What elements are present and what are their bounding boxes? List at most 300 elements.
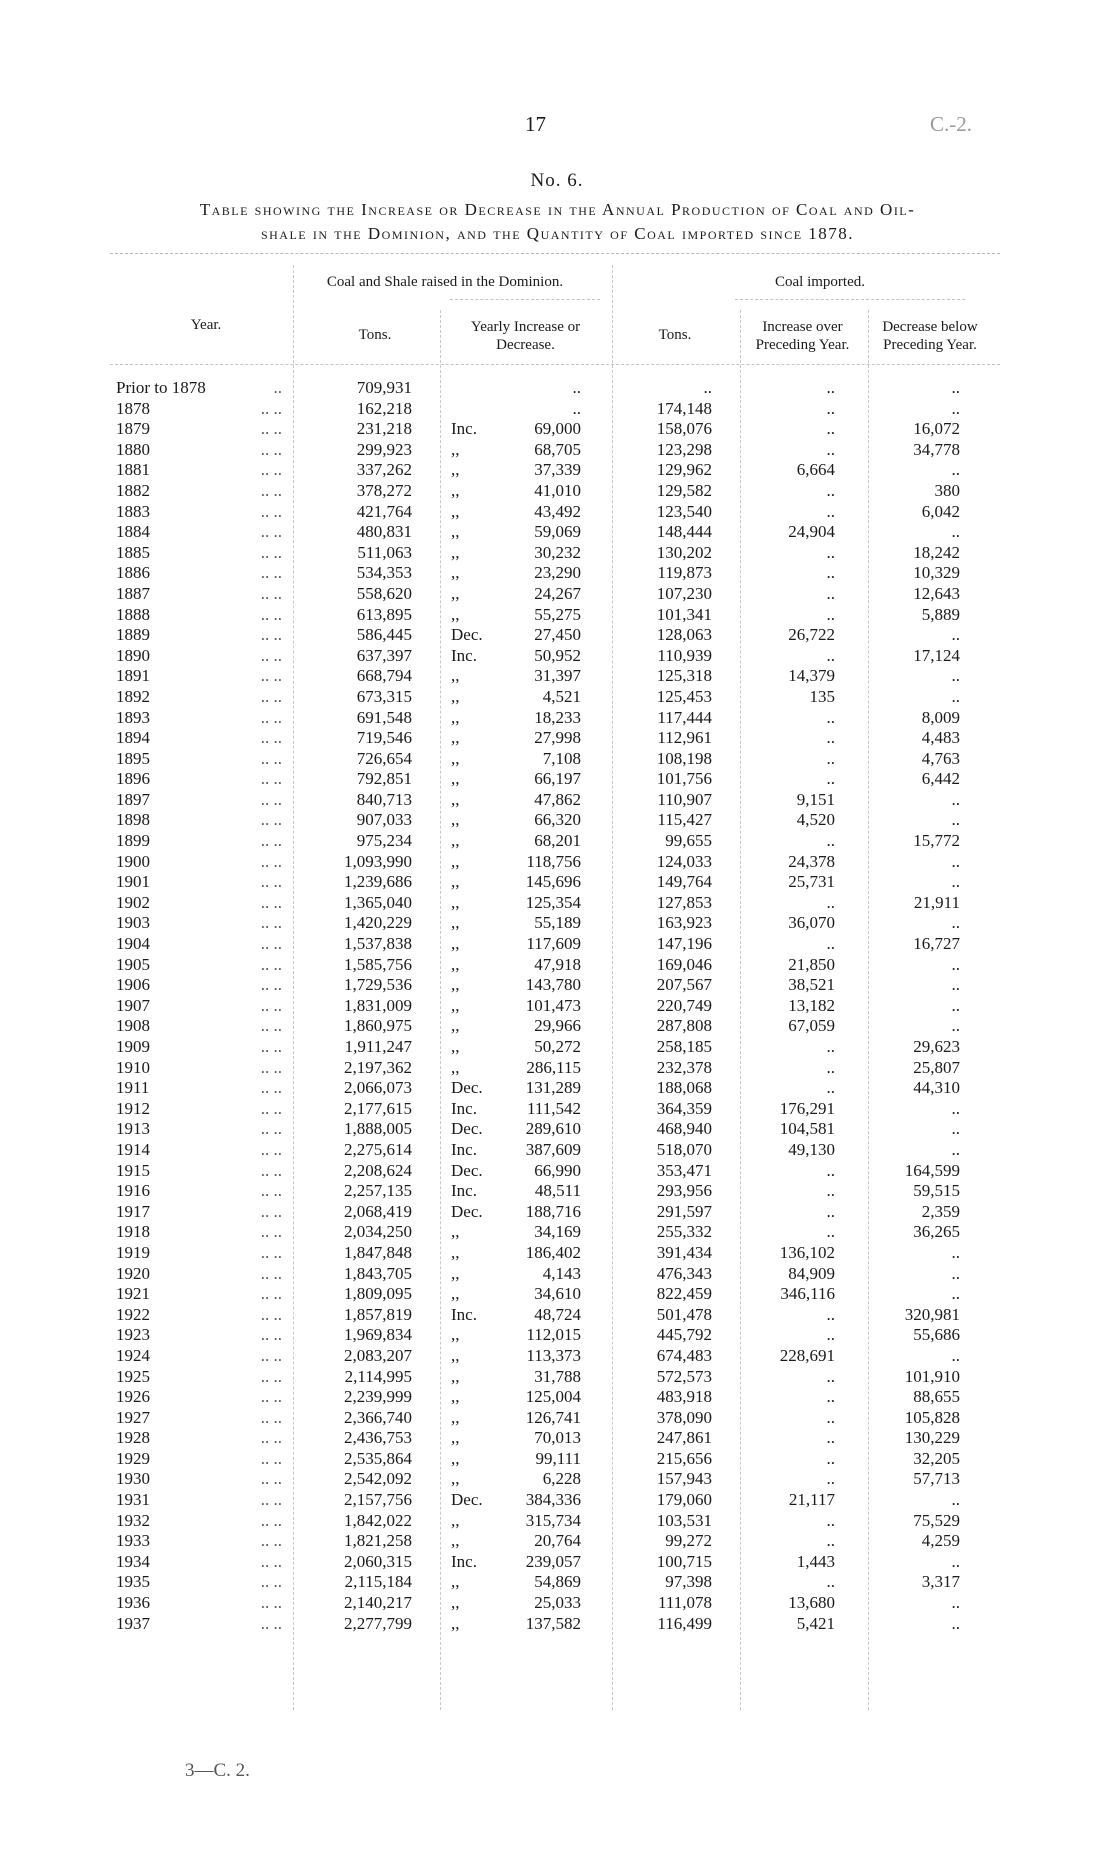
row-change-label: Inc. [451, 1304, 477, 1324]
row-leader-dots: .. .. [260, 769, 282, 789]
row-year: 1878 [116, 398, 150, 418]
row-tons-raised: 668,794 [356, 666, 412, 686]
row-change-label: ,, [451, 1448, 460, 1468]
row-yearly-change: 66,990 [534, 1160, 581, 1180]
row-import-increase: 67,059 [788, 1016, 835, 1036]
row-leader-dots: .. .. [260, 1078, 282, 1098]
row-leader-dots: .. .. [260, 892, 282, 912]
row-import-increase: .. [826, 378, 835, 397]
row-yearly-change: 286,115 [526, 1057, 581, 1077]
row-tons-imported: 103,531 [656, 1510, 712, 1530]
row-import-decrease: .. [951, 378, 960, 397]
row-leader-dots: .. .. [260, 1469, 282, 1489]
row-leader-dots: .. .. [260, 501, 282, 521]
row-yearly-change: 48,511 [534, 1181, 581, 1201]
row-import-increase: 176,291 [779, 1098, 835, 1118]
table-row [0, 996, 1114, 1017]
row-yearly-change: 387,609 [525, 1139, 581, 1159]
row-year: 1897 [116, 789, 150, 809]
row-leader-dots: .. .. [260, 1490, 282, 1510]
row-year: 1880 [116, 439, 150, 459]
row-change-label: ,, [451, 810, 460, 830]
row-leader-dots: .. .. [260, 934, 282, 954]
row-leader-dots: .. .. [260, 1366, 282, 1386]
row-leader-dots: .. .. [260, 1181, 282, 1201]
row-import-decrease: .. [951, 995, 960, 1015]
row-year: 1929 [116, 1448, 150, 1468]
row-tons-raised: 637,397 [356, 645, 412, 665]
page-code: C.-2. [930, 112, 972, 136]
table-row [0, 1614, 1114, 1635]
row-yearly-change: 101,473 [525, 995, 581, 1015]
row-import-decrease: 4,259 [921, 1531, 960, 1551]
row-yearly-change: 47,918 [534, 954, 581, 974]
table-row [0, 502, 1114, 523]
row-leader-dots: .. .. [260, 522, 282, 542]
row-import-decrease: .. [951, 1551, 960, 1571]
row-change-label: ,, [451, 1531, 460, 1551]
row-year: 1926 [116, 1387, 150, 1407]
row-tons-raised: 907,033 [356, 810, 412, 830]
row-import-increase: 135 [809, 686, 835, 706]
row-import-decrease: 36,265 [913, 1222, 960, 1242]
row-tons-imported: 258,185 [656, 1037, 712, 1056]
row-import-decrease: .. [951, 1139, 960, 1159]
row-yearly-change: 31,397 [534, 666, 581, 686]
row-import-decrease: .. [951, 1242, 960, 1262]
row-import-decrease: 55,686 [913, 1325, 960, 1345]
row-tons-imported: 247,861 [656, 1428, 712, 1448]
row-tons-raised: 1,857,819 [344, 1304, 412, 1324]
row-tons-raised: 2,275,614 [344, 1139, 412, 1159]
row-change-label: ,, [451, 480, 460, 500]
row-yearly-change: 34,169 [534, 1222, 581, 1242]
row-import-decrease: 29,623 [913, 1037, 960, 1056]
row-tons-imported: 111,078 [658, 1593, 712, 1613]
table-row [0, 1222, 1114, 1243]
table-row [0, 399, 1114, 420]
row-change-label: ,, [451, 501, 460, 521]
row-year: 1893 [116, 707, 150, 727]
row-import-increase: 49,130 [788, 1139, 835, 1159]
row-leader-dots: .. .. [260, 954, 282, 974]
row-tons-imported: 157,943 [656, 1469, 712, 1489]
row-leader-dots: .. .. [260, 975, 282, 995]
row-change-label: ,, [451, 1510, 460, 1530]
row-yearly-change: 66,197 [534, 769, 581, 789]
row-yearly-change: 29,966 [534, 1016, 581, 1036]
row-change-label: ,, [451, 789, 460, 809]
row-year: 1896 [116, 769, 150, 789]
row-import-increase: 346,116 [780, 1284, 835, 1304]
row-leader-dots: .. .. [260, 1387, 282, 1407]
row-import-increase: .. [826, 604, 835, 624]
row-yearly-change: 113,373 [526, 1345, 581, 1365]
row-import-decrease: .. [951, 954, 960, 974]
table-row [0, 1099, 1114, 1120]
row-change-label: Dec. [451, 1078, 483, 1098]
row-import-increase: .. [826, 769, 835, 789]
row-tons-raised: 1,969,834 [344, 1325, 412, 1345]
row-year: 1898 [116, 810, 150, 830]
row-tons-raised: 162,218 [356, 398, 412, 418]
table-row [0, 831, 1114, 852]
row-import-decrease: 25,807 [913, 1057, 960, 1077]
title-line-1: Table showing the Increase or Decrease in the Annual Production of Coal and Oil- [199, 200, 916, 219]
row-import-increase: .. [826, 1366, 835, 1386]
row-tons-imported: 101,341 [656, 604, 712, 624]
row-import-increase: 14,379 [788, 666, 835, 686]
row-tons-imported: 119,873 [657, 563, 712, 583]
row-import-increase: 1,443 [796, 1551, 835, 1571]
row-change-label: ,, [451, 1428, 460, 1448]
row-tons-imported: 391,434 [656, 1242, 712, 1262]
table-row [0, 1408, 1114, 1429]
row-tons-imported: 468,940 [656, 1119, 712, 1139]
row-tons-imported: 99,655 [665, 831, 712, 851]
table-row [0, 728, 1114, 749]
row-leader-dots: .. .. [260, 1428, 282, 1448]
row-import-increase: .. [826, 831, 835, 851]
row-year: 1920 [116, 1263, 150, 1283]
row-change-label: ,, [451, 831, 460, 851]
table-row [0, 1058, 1114, 1079]
row-import-decrease: .. [951, 851, 960, 871]
row-year: 1891 [116, 666, 150, 686]
row-import-decrease: .. [951, 1613, 960, 1633]
row-tons-imported: 232,378 [656, 1057, 712, 1077]
table-row [0, 1264, 1114, 1285]
row-import-decrease: .. [951, 1098, 960, 1118]
row-change-label: ,, [451, 460, 460, 480]
row-leader-dots: .. .. [260, 1345, 282, 1365]
row-leader-dots: .. .. [260, 1242, 282, 1262]
row-change-label: Inc. [451, 419, 477, 439]
table-row [0, 1387, 1114, 1408]
row-year: 1912 [116, 1098, 150, 1118]
row-import-increase: .. [826, 439, 835, 459]
row-change-label: ,, [451, 1037, 460, 1056]
row-leader-dots: .. [273, 378, 282, 397]
row-import-increase: 6,664 [796, 460, 835, 480]
row-import-increase: 21,117 [788, 1490, 835, 1510]
table-row [0, 975, 1114, 996]
row-tons-imported: 125,453 [656, 686, 712, 706]
table-row [0, 1346, 1114, 1367]
row-year: 1902 [116, 892, 150, 912]
col-header-increase: Increase over Preceding Year. [755, 319, 850, 353]
row-yearly-change: 68,705 [534, 439, 581, 459]
row-import-decrease: .. [951, 789, 960, 809]
row-year: 1914 [116, 1139, 150, 1159]
row-tons-raised: 1,821,258 [344, 1531, 412, 1551]
row-tons-raised: 691,548 [356, 707, 412, 727]
row-import-increase: 24,378 [788, 851, 835, 871]
row-import-increase: .. [826, 1325, 835, 1345]
row-year: 1922 [116, 1304, 150, 1324]
row-leader-dots: .. .. [260, 398, 282, 418]
row-change-label: ,, [451, 1407, 460, 1427]
row-tons-raised: 709,931 [356, 378, 412, 397]
table-row [0, 1161, 1114, 1182]
row-import-increase: 36,070 [788, 913, 835, 933]
row-year: 1879 [116, 419, 150, 439]
row-import-decrease: .. [951, 686, 960, 706]
row-year: 1908 [116, 1016, 150, 1036]
row-year: 1889 [116, 625, 150, 645]
row-year: 1905 [116, 954, 150, 974]
row-year: 1903 [116, 913, 150, 933]
row-tons-raised: 2,277,799 [344, 1613, 412, 1633]
row-import-increase: .. [826, 583, 835, 603]
row-change-label: ,, [451, 954, 460, 974]
row-import-increase: .. [826, 1078, 835, 1098]
row-year: 1921 [116, 1284, 150, 1304]
title-line-2: shale in the Dominion, and the Quantity of Coal imported since 1878. [260, 224, 855, 243]
row-tons-imported: 110,907 [657, 789, 712, 809]
table-row [0, 1531, 1114, 1552]
row-import-increase: .. [826, 1160, 835, 1180]
row-tons-raised: 2,114,995 [344, 1366, 412, 1386]
row-change-label: Dec. [451, 625, 483, 645]
row-change-label: ,, [451, 892, 460, 912]
row-leader-dots: .. .. [260, 1572, 282, 1592]
row-tons-imported: 255,332 [656, 1222, 712, 1242]
row-yearly-change: 50,952 [534, 645, 581, 665]
row-import-increase: .. [826, 1407, 835, 1427]
row-tons-imported: 100,715 [656, 1551, 712, 1571]
row-tons-raised: 1,911,247 [344, 1037, 412, 1056]
row-import-increase: 104,581 [779, 1119, 835, 1139]
row-tons-raised: 1,365,040 [344, 892, 412, 912]
row-import-decrease: 6,042 [921, 501, 960, 521]
row-change-label: ,, [451, 934, 460, 954]
row-tons-imported: 124,033 [656, 851, 712, 871]
rule-under-imported [735, 299, 965, 300]
row-change-label: Dec. [451, 1201, 483, 1221]
row-tons-raised: 2,239,999 [344, 1387, 412, 1407]
row-change-label: Inc. [451, 1551, 477, 1571]
row-change-label: ,, [451, 439, 460, 459]
row-import-increase: .. [826, 1387, 835, 1407]
row-yearly-change: 66,320 [534, 810, 581, 830]
table-row [0, 852, 1114, 873]
row-import-increase: .. [826, 645, 835, 665]
row-tons-imported: 476,343 [656, 1263, 712, 1283]
row-tons-raised: 613,895 [356, 604, 412, 624]
row-leader-dots: .. .. [260, 645, 282, 665]
row-year: 1911 [116, 1078, 150, 1098]
table-row [0, 1305, 1114, 1326]
row-tons-raised: 2,257,135 [344, 1181, 412, 1201]
row-tons-imported: 101,756 [656, 769, 712, 789]
table-row [0, 1428, 1114, 1449]
row-yearly-change: 54,869 [534, 1572, 581, 1592]
row-import-increase: .. [826, 728, 835, 748]
row-tons-raised: 421,764 [356, 501, 412, 521]
row-tons-imported: 110,939 [657, 645, 712, 665]
row-yearly-change: .. [572, 398, 581, 418]
row-year: 1923 [116, 1325, 150, 1345]
row-tons-raised: 231,218 [356, 419, 412, 439]
row-tons-imported: 518,070 [656, 1139, 712, 1159]
row-leader-dots: .. .. [260, 1284, 282, 1304]
row-import-decrease: 59,515 [913, 1181, 960, 1201]
row-leader-dots: .. .. [260, 707, 282, 727]
row-leader-dots: .. .. [260, 810, 282, 830]
row-yearly-change: 131,289 [525, 1078, 581, 1098]
row-leader-dots: .. .. [260, 1304, 282, 1324]
col-header-imported-tons: Tons. [658, 327, 692, 343]
row-import-increase: .. [826, 892, 835, 912]
row-import-decrease: 6,442 [921, 769, 960, 789]
row-tons-raised: 2,083,207 [344, 1345, 412, 1365]
row-yearly-change: 4,143 [542, 1263, 581, 1283]
row-tons-imported: 112,961 [657, 728, 712, 748]
table-body [0, 378, 1114, 1634]
col-header-decrease: Decrease below Preceding Year. [882, 319, 978, 353]
row-change-label: ,, [451, 522, 460, 542]
row-tons-raised: 2,208,624 [344, 1160, 412, 1180]
row-tons-raised: 299,923 [356, 439, 412, 459]
row-change-label: ,, [451, 1222, 460, 1242]
row-year: 1907 [116, 995, 150, 1015]
row-import-decrease: .. [951, 1119, 960, 1139]
row-year: 1895 [116, 748, 150, 768]
table-row [0, 1325, 1114, 1346]
row-tons-imported: 215,656 [656, 1448, 712, 1468]
row-year: 1928 [116, 1428, 150, 1448]
page-number: 17 [525, 112, 546, 136]
row-tons-raised: 534,353 [356, 563, 412, 583]
row-import-decrease: 3,317 [921, 1572, 960, 1592]
row-import-decrease: .. [951, 913, 960, 933]
row-leader-dots: .. .. [260, 625, 282, 645]
row-tons-imported: 353,471 [656, 1160, 712, 1180]
row-leader-dots: .. .. [260, 1407, 282, 1427]
row-import-decrease: .. [951, 460, 960, 480]
row-yearly-change: 37,339 [534, 460, 581, 480]
row-change-label: Inc. [451, 1098, 477, 1118]
row-yearly-change: 18,233 [534, 707, 581, 727]
row-tons-raised: 1,843,705 [344, 1263, 412, 1283]
table-row [0, 1140, 1114, 1161]
table-row [0, 522, 1114, 543]
table-row [0, 419, 1114, 440]
row-yearly-change: 143,780 [525, 975, 581, 995]
table-row [0, 378, 1114, 399]
row-year: 1881 [116, 460, 150, 480]
row-tons-imported: 99,272 [665, 1531, 712, 1551]
row-change-label: ,, [451, 583, 460, 603]
row-change-label: Dec. [451, 1160, 483, 1180]
row-leader-dots: .. .. [260, 604, 282, 624]
row-tons-raised: 726,654 [356, 748, 412, 768]
row-import-decrease: 10,329 [913, 563, 960, 583]
row-year: 1904 [116, 934, 150, 954]
row-yearly-change: 69,000 [534, 419, 581, 439]
row-import-increase: .. [826, 563, 835, 583]
row-tons-raised: 1,860,975 [344, 1016, 412, 1036]
row-leader-dots: .. .. [260, 872, 282, 892]
row-leader-dots: .. .. [260, 460, 282, 480]
row-yearly-change: 68,201 [534, 831, 581, 851]
row-tons-raised: 378,272 [356, 480, 412, 500]
row-tons-raised: 2,436,753 [344, 1428, 412, 1448]
row-yearly-change: 4,521 [542, 686, 581, 706]
row-leader-dots: .. .. [260, 748, 282, 768]
row-tons-imported: 130,202 [656, 542, 712, 562]
row-import-decrease: 88,655 [913, 1387, 960, 1407]
table-row [0, 584, 1114, 605]
row-import-decrease: 75,529 [913, 1510, 960, 1530]
row-change-label: Dec. [451, 1119, 483, 1139]
header-top-rule [110, 253, 1000, 254]
row-leader-dots: .. .. [260, 1119, 282, 1139]
row-year: 1934 [116, 1551, 150, 1571]
row-yearly-change: 315,734 [525, 1510, 581, 1530]
row-yearly-change: 50,272 [534, 1037, 581, 1056]
row-tons-raised: 1,842,022 [344, 1510, 412, 1530]
row-leader-dots: .. .. [260, 439, 282, 459]
row-yearly-change: 145,696 [525, 872, 581, 892]
row-change-label: ,, [451, 913, 460, 933]
table-row [0, 810, 1114, 831]
row-year: 1930 [116, 1469, 150, 1489]
row-tons-imported: 207,567 [656, 975, 712, 995]
table-row [0, 440, 1114, 461]
row-tons-raised: 1,537,838 [344, 934, 412, 954]
row-yearly-change: 186,402 [525, 1242, 581, 1262]
row-tons-raised: 1,888,005 [344, 1119, 412, 1139]
row-import-increase: 13,680 [788, 1593, 835, 1613]
row-yearly-change: 43,492 [534, 501, 581, 521]
table-row [0, 934, 1114, 955]
row-tons-imported: 220,749 [656, 995, 712, 1015]
row-import-decrease: .. [951, 522, 960, 542]
row-yearly-change: 48,724 [534, 1304, 581, 1324]
table-row [0, 1552, 1114, 1573]
row-tons-raised: 1,239,686 [344, 872, 412, 892]
row-change-label: ,, [451, 1387, 460, 1407]
row-tons-raised: 2,535,864 [344, 1448, 412, 1468]
row-tons-imported: 291,597 [656, 1201, 712, 1221]
row-import-increase: .. [826, 501, 835, 521]
row-year: 1932 [116, 1510, 150, 1530]
row-import-increase: .. [826, 934, 835, 954]
row-yearly-change: 70,013 [534, 1428, 581, 1448]
row-tons-imported: 148,444 [656, 522, 712, 542]
row-year: 1937 [116, 1613, 150, 1633]
row-import-decrease: 5,889 [921, 604, 960, 624]
row-tons-imported: 378,090 [656, 1407, 712, 1427]
row-year: 1894 [116, 728, 150, 748]
row-leader-dots: .. .. [260, 1201, 282, 1221]
row-import-increase: .. [826, 1201, 835, 1221]
row-tons-imported: 293,956 [656, 1181, 712, 1201]
table-row [0, 913, 1114, 934]
row-change-label: ,, [451, 1263, 460, 1283]
row-import-decrease: 16,072 [913, 419, 960, 439]
row-tons-imported: 123,540 [656, 501, 712, 521]
row-change-label: ,, [451, 707, 460, 727]
row-leader-dots: .. .. [260, 1551, 282, 1571]
row-yearly-change: 137,582 [525, 1613, 581, 1633]
row-import-decrease: 12,643 [913, 583, 960, 603]
row-year: 1916 [116, 1181, 150, 1201]
table-row [0, 646, 1114, 667]
row-tons-imported: 822,459 [656, 1284, 712, 1304]
